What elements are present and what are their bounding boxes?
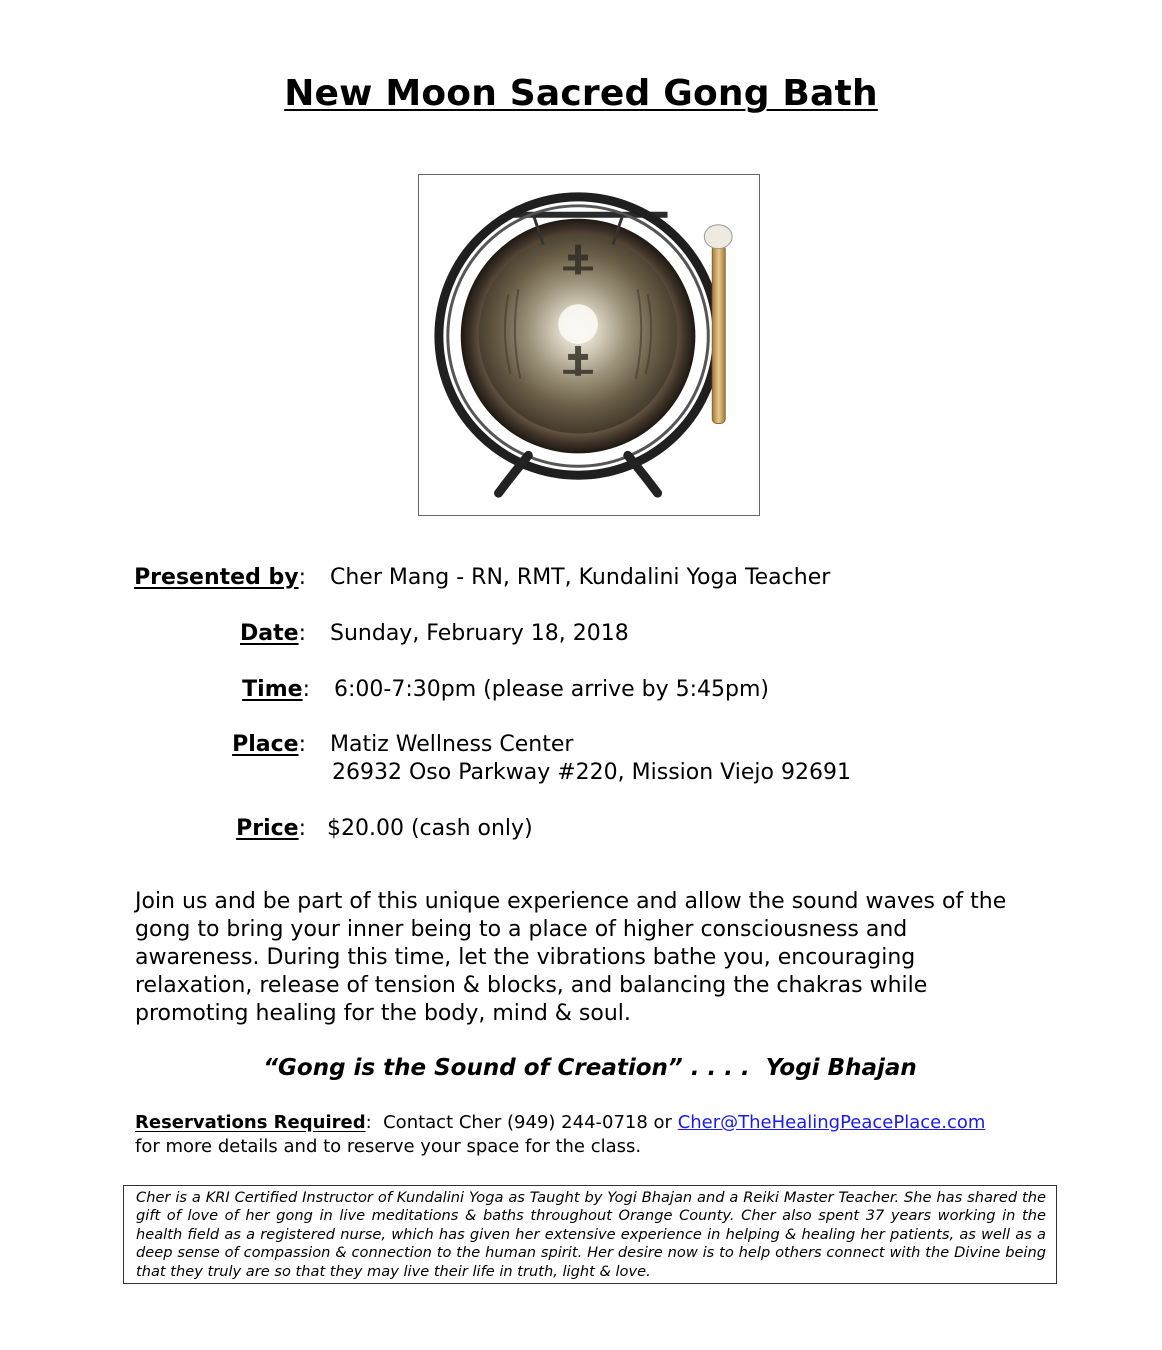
- gong-illustration: [419, 175, 759, 515]
- price-label: Price: [236, 816, 299, 841]
- presented-by-label: Presented by: [134, 565, 299, 590]
- time-value: 6:00-7:30pm (please arrive by 5:45pm): [334, 677, 770, 702]
- reservations: Reservations Required: Contact Cher (949) 244-0718 or Cher@TheHealingPeacePlace.com for more details and to reserve your space for the class.: [135, 1112, 986, 1157]
- quote-author: Yogi Bhajan: [765, 1055, 917, 1081]
- email-link[interactable]: Cher@TheHealingPeacePlace.com: [677, 1112, 986, 1133]
- reservations-contact: Contact Cher (949) 244-0718 or: [383, 1112, 678, 1133]
- bio-text: Cher is a KRI Certified Instructor of Kundalini Yoga as Taught by Yogi Bhajan and a Reiki Master Teacher. She has shared the gift of love of her gong in live meditations & baths throughout Orange County. Cher also spent 37 years working in the health field as a registered nurse, which has given her extensive experience in helping & healing her patients, as well as a deep sense of compassion & connection to the human spirit. Her desire now is to help others connect with the Divine being that they truly are so that they may live their life in truth, light & love.: [136, 1189, 1046, 1280]
- price-value: $20.00 (cash only): [327, 816, 533, 841]
- place-label: Place: [232, 732, 299, 757]
- presented-by-value: Cher Mang - RN, RMT, Kundalini Yoga Teacher: [330, 565, 831, 590]
- quote-text: “Gong is the Sound of Creation” . . . .: [263, 1055, 766, 1081]
- date-value: Sunday, February 18, 2018: [330, 621, 629, 646]
- event-description: Join us and be part of this unique experience and allow the sound waves of the gong to bring your inner being to a place of higher consciousness and awareness. During this time, let the vibrations bathe you, encouraging relaxation, release of tension & blocks, and balancing the chakras while promoting healing for the body, mind & soul.: [135, 889, 1007, 1026]
- reservations-label: Reservations Required: [135, 1112, 366, 1133]
- place-address: 26932 Oso Parkway #220, Mission Viejo 92691: [332, 760, 851, 785]
- place-name: Matiz Wellness Center: [330, 732, 574, 757]
- time-label: Time: [242, 677, 303, 702]
- page-title: New Moon Sacred Gong Bath: [284, 73, 878, 114]
- reservations-note: for more details and to reserve your space for the class.: [135, 1136, 642, 1157]
- bio-box: [123, 1185, 1057, 1284]
- gong-image: [418, 174, 760, 516]
- quote: [0, 1055, 1162, 1081]
- date-label: Date: [240, 621, 299, 646]
